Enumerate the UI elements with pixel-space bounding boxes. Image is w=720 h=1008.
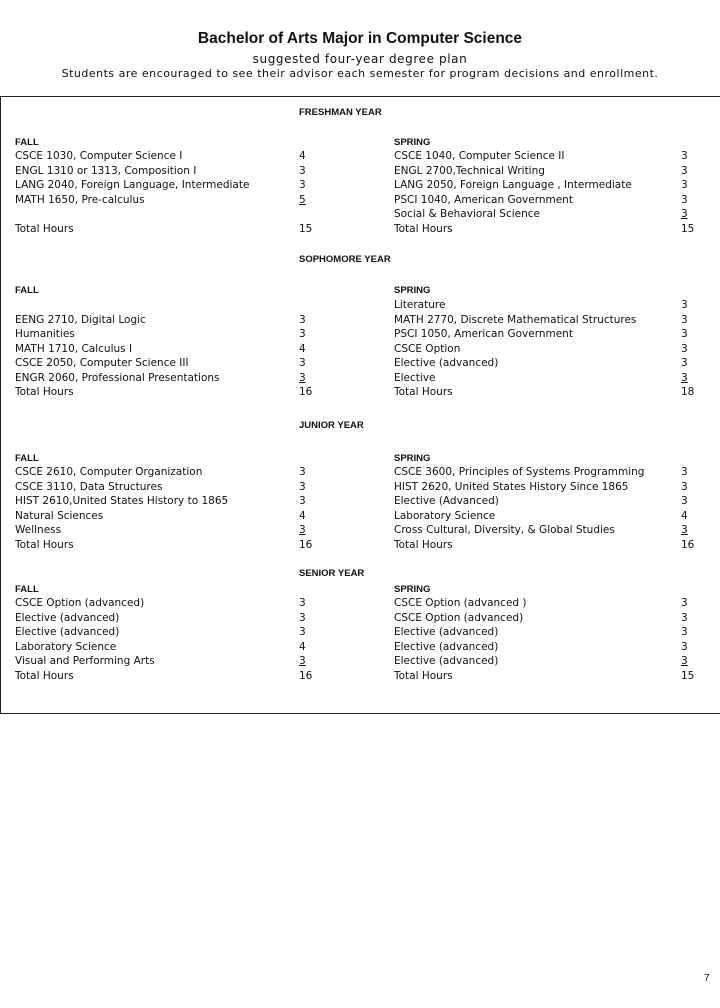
course-hours: 3 [681,655,688,667]
course-hours: 3 [299,313,306,326]
semester-label-spring: SPRING [394,285,431,296]
course-hours: 3 [681,480,688,493]
course-row [394,149,694,164]
total-row [15,669,315,684]
sophomore-fall-list [15,298,315,400]
course-row [394,523,694,538]
course-name: CSCE 3600, Principles of Systems Programming [394,466,645,478]
course-row [394,654,694,669]
course-name: CSCE 2050, Computer Science III [15,357,189,369]
course-hours: 4 [681,509,688,522]
course-name: Visual and Performing Arts [15,655,155,667]
advisor-note: Students are encouraged to see their advisor each semester for program decisions and enrollment. [61,67,659,80]
senior-spring-list [394,596,694,683]
course-row [15,193,315,208]
page-number: 7 [704,973,710,984]
course-row [394,356,694,371]
course-row [394,640,694,655]
semester-label-fall: FALL [15,584,39,595]
course-hours: 4 [299,509,306,522]
course-hours: 3 [681,640,688,653]
course-name: MATH 1650, Pre-calculus [15,193,145,206]
course-row [394,313,694,328]
total-row [394,385,694,400]
total-hours: 16 [299,386,313,398]
course-row [15,342,315,357]
course-hours: 3 [681,371,688,384]
course-name: Laboratory Science [15,640,117,653]
course-name: Elective (advanced) [15,611,120,624]
course-name: Elective (advanced) [394,357,499,369]
course-hours: 3 [681,193,688,206]
course-name: CSCE 1040, Computer Science II [394,150,565,162]
document-title: Bachelor of Arts Major in Computer Science [197,30,523,47]
total-hours: 15 [681,669,695,682]
course-name: CSCE Option (advanced) [394,611,524,624]
course-name: Elective [394,371,436,384]
blank-row [15,298,315,313]
course-hours: 3 [299,371,306,384]
course-name: MATH 1710, Calculus I [15,342,133,355]
course-name: MATH 2770, Discrete Mathematical Structures [394,313,637,326]
course-hours: 4 [299,640,306,653]
total-label: Total Hours [15,669,74,682]
course-row [394,342,694,357]
course-hours: 3 [681,357,688,369]
course-hours: 3 [681,164,688,177]
course-row [394,625,694,640]
total-label: Total Hours [394,386,453,398]
semester-label-spring: SPRING [394,453,431,464]
sophomore-spring-list [394,298,694,400]
freshman-spring-list [394,149,694,236]
course-name: LANG 2050, Foreign Language , Intermediate [394,179,632,191]
total-label: Total Hours [15,222,74,235]
course-name: CSCE 2610, Computer Organization [15,466,203,478]
course-hours: 3 [681,611,688,624]
document-subtitle: suggested four-year degree plan [252,52,468,66]
course-name: CSCE 3110, Data Structures [15,480,163,493]
course-hours: 3 [299,466,306,478]
total-hours: 15 [681,222,695,235]
course-row [15,596,315,611]
total-row [394,538,694,553]
total-hours: 16 [299,669,313,682]
course-name: CSCE 1030, Computer Science I [15,150,183,162]
total-row [394,669,694,684]
course-name: ENGL 2700,Technical Writing [394,164,545,177]
course-row [15,327,315,342]
total-label: Total Hours [15,538,74,551]
course-name: LANG 2040, Foreign Language, Intermediate [15,179,250,191]
course-row [394,596,694,611]
semester-label-fall: FALL [15,137,39,148]
course-hours: 3 [681,466,688,478]
course-hours: 3 [681,524,688,536]
course-hours: 4 [299,150,306,162]
course-name: Humanities [15,328,75,340]
course-row [15,509,315,524]
course-name: Literature [394,299,446,311]
course-hours: 3 [681,150,688,162]
course-name: Elective (advanced) [394,640,499,653]
course-row [15,611,315,626]
course-hours: 5 [299,193,306,206]
year-heading-junior: JUNIOR YEAR [299,420,364,431]
total-hours: 15 [299,222,313,235]
course-row [394,298,694,313]
course-name: Social & Behavioral Science [394,208,541,220]
course-hours: 3 [299,179,306,191]
course-hours: 3 [299,480,306,493]
course-row [394,164,694,179]
course-name: ENGR 2060, Professional Presentations [15,371,220,384]
course-name: Elective (Advanced) [394,495,499,507]
course-row [15,356,315,371]
course-row [15,640,315,655]
course-row [15,465,315,480]
course-row [15,480,315,495]
course-row [15,371,315,386]
course-row [394,371,694,386]
total-label: Total Hours [394,669,453,682]
year-heading-sophomore: SOPHOMORE YEAR [299,254,391,265]
course-row [15,625,315,640]
course-row [394,611,694,626]
course-row [394,465,694,480]
course-row [15,178,315,193]
course-hours: 3 [299,597,306,609]
course-hours: 3 [681,299,688,311]
course-name: Natural Sciences [15,509,104,522]
course-row [394,207,694,222]
course-row [394,193,694,208]
course-row [15,654,315,669]
total-row [15,538,315,553]
course-hours: 3 [681,342,688,355]
semester-label-fall: FALL [15,453,39,464]
course-row [394,494,694,509]
course-name: CSCE Option (advanced ) [394,597,527,609]
course-row [394,327,694,342]
freshman-fall-list [15,149,315,236]
course-name: Wellness [15,524,62,536]
total-label: Total Hours [394,222,453,235]
total-hours: 16 [681,538,695,551]
total-label: Total Hours [15,386,74,398]
total-row [394,222,694,237]
course-row [15,494,315,509]
course-name: Cross Cultural, Diversity, & Global Studies [394,524,615,536]
course-hours: 4 [299,342,306,355]
blank-row [15,207,315,222]
total-row [15,385,315,400]
year-heading-senior: SENIOR YEAR [299,568,365,579]
total-row [15,222,315,237]
course-name: CSCE Option (advanced) [15,597,145,609]
course-hours: 3 [299,357,306,369]
year-heading-freshman: FRESHMAN YEAR [299,107,382,118]
course-name: HIST 2610,United States History to 1865 [15,495,229,507]
course-row [15,164,315,179]
course-hours: 3 [299,524,306,536]
course-hours: 3 [681,626,688,638]
course-hours: 3 [299,328,306,340]
junior-fall-list [15,465,315,552]
semester-label-fall: FALL [15,285,39,296]
total-label: Total Hours [394,538,453,551]
semester-label-spring: SPRING [394,584,431,595]
course-hours: 3 [681,208,688,220]
course-name: PSCI 1040, American Government [394,193,573,206]
course-hours: 3 [681,328,688,340]
total-hours: 18 [681,386,695,398]
total-hours: 16 [299,538,313,551]
course-name: PSCI 1050, American Government [394,328,573,340]
course-hours: 3 [681,597,688,609]
course-name: ENGL 1310 or 1313, Composition I [15,164,197,177]
course-hours: 3 [681,495,688,507]
course-row [15,149,315,164]
course-name: Elective (advanced) [394,655,499,667]
course-row [394,480,694,495]
senior-fall-list [15,596,315,683]
course-name: HIST 2620, United States History Since 1865 [394,480,629,493]
course-name: Elective (advanced) [394,626,499,638]
course-hours: 3 [299,164,306,177]
course-name: CSCE Option [394,342,461,355]
course-row [15,313,315,328]
course-name: EENG 2710, Digital Logic [15,313,146,326]
course-hours: 3 [681,313,688,326]
junior-spring-list [394,465,694,552]
course-row [394,509,694,524]
course-hours: 3 [299,495,306,507]
course-row [394,178,694,193]
course-hours: 3 [299,655,306,667]
course-name: Laboratory Science [394,509,496,522]
course-hours: 3 [299,611,306,624]
semester-label-spring: SPRING [394,137,431,148]
course-row [15,523,315,538]
course-hours: 3 [681,179,688,191]
course-hours: 3 [299,626,306,638]
course-name: Elective (advanced) [15,626,120,638]
